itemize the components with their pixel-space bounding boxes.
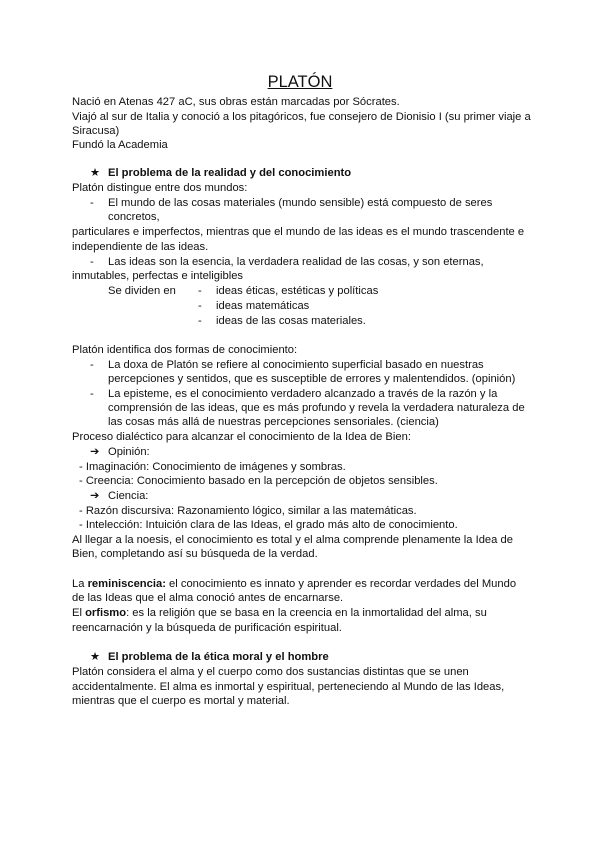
intro-line-4: Fundó la Academia [72, 139, 168, 151]
list-item-line: percepciones y sentidos, que es susceptible de errores y malentendidos. (opinión) [108, 373, 516, 385]
page-title: PLATÓN [267, 73, 333, 91]
reminiscencia-line [72, 577, 516, 591]
paragraph-line: Bien, completando así su búsqueda de la verdad. [72, 548, 318, 560]
section-heading-text: El problema de la realidad y del conocimiento [108, 167, 352, 179]
paragraph-line: Al llegar a la noesis, el conocimiento es total y el alma comprende plenamente la Idea de [72, 534, 513, 546]
arrow-item [90, 445, 150, 459]
star-bullet-icon: ★ [90, 651, 101, 663]
intro-line-1: Nació en Atenas 427 aC, sus obras están marcadas por Sócrates. [72, 96, 400, 108]
paragraph-line: independiente de las ideas. [72, 241, 209, 253]
intro-line-3: Siracusa) [72, 125, 120, 137]
section-heading-text: El problema de la ética moral y el hombre [108, 651, 329, 663]
divide-item: ideas de las cosas materiales. [216, 315, 366, 327]
paragraph-line: mientras que el cuerpo es mortal y material. [72, 695, 290, 707]
dash-marker: - [198, 285, 202, 297]
paragraph-line: - Razón discursiva: Razonamiento lógico, similar a las matemáticas. [79, 505, 417, 517]
dash-marker: - [90, 359, 94, 371]
arrow-item [90, 489, 148, 503]
dash-marker: - [90, 256, 94, 268]
divide-item: ideas matemáticas [216, 300, 310, 312]
paragraph-line: Platón distingue entre dos mundos: [72, 182, 248, 194]
arrow-item-label: Ciencia: [108, 490, 149, 502]
text-fragment: El [72, 607, 86, 619]
divide-item: ideas éticas, estéticas y políticas [216, 285, 379, 297]
term-orfismo: orfismo [85, 607, 127, 619]
intro-line-2: Viajó al sur de Italia y conoció a los pitagóricos, fue consejero de Dionisio I (su primer viaje a [72, 111, 531, 123]
paragraph-line: Platón identifica dos formas de conocimiento: [72, 344, 298, 356]
arrow-right-icon: ➔ [90, 446, 100, 458]
paragraph-line: Proceso dialéctico para alcanzar el conocimiento de la Idea de Bien: [72, 431, 411, 443]
list-item-line: La doxa de Platón se refiere al conocimiento superficial basado en nuestras [108, 359, 484, 371]
paragraph-line: - Intelección: Intuición clara de las Ideas, el grado más alto de conocimiento. [79, 519, 458, 531]
section-heading-reality [90, 166, 351, 180]
list-item-line: La episteme, es el conocimiento verdadero alcanzado a través de la razón y la [108, 388, 498, 400]
text-fragment: : es la religión que se basa en la creencia en la inmortalidad del alma, su [126, 607, 487, 619]
dash-marker: - [198, 315, 202, 327]
paragraph-line: reencarnación y la búsqueda de purificación espiritual. [72, 622, 342, 634]
dash-marker: - [90, 388, 94, 400]
text-fragment: La [72, 578, 88, 590]
paragraph-line: inmutables, perfectas e inteligibles [72, 270, 244, 282]
list-item-line: Las ideas son la esencia, la verdadera realidad de las cosas, y son eternas, [108, 256, 484, 268]
term-reminiscencia: reminiscencia: [87, 578, 166, 590]
dash-marker: - [198, 300, 202, 312]
divide-label: Se dividen en [108, 285, 176, 297]
list-item-line: comprensión de las ideas, que es más profundo y revela la verdadera naturaleza de [108, 402, 525, 414]
list-item-line: las cosas más allá de nuestras percepciones sensoriales. (ciencia) [108, 416, 439, 428]
list-item-line: El mundo de las cosas materiales (mundo sensible) está compuesto de seres [108, 197, 493, 209]
arrow-right-icon: ➔ [90, 490, 100, 502]
arrow-item-label: Opinión: [108, 446, 150, 458]
text-fragment: el conocimiento es innato y aprender es recordar verdades del Mundo [165, 578, 517, 590]
paragraph-line: particulares e imperfectos, mientras que el mundo de las ideas es el mundo trascendente e [72, 226, 525, 238]
section-heading-ethics [90, 650, 329, 664]
star-bullet-icon: ★ [90, 167, 101, 179]
paragraph-line: de las Ideas que el alma conoció antes de encarnarse. [72, 592, 344, 604]
dash-marker: - [90, 197, 94, 209]
paragraph-line: - Creencia: Conocimiento basado en la percepción de objetos sensibles. [79, 475, 438, 487]
list-item-line: concretos, [108, 211, 160, 223]
paragraph-line: Platón considera el alma y el cuerpo como dos sustancias distintas que se unen [72, 666, 469, 678]
paragraph-line: accidentalmente. El alma es inmortal y espiritual, perteneciendo al Mundo de las Ideas, [72, 681, 505, 693]
orfismo-line [72, 606, 487, 620]
paragraph-line: - Imaginación: Conocimiento de imágenes y sombras. [79, 461, 346, 473]
